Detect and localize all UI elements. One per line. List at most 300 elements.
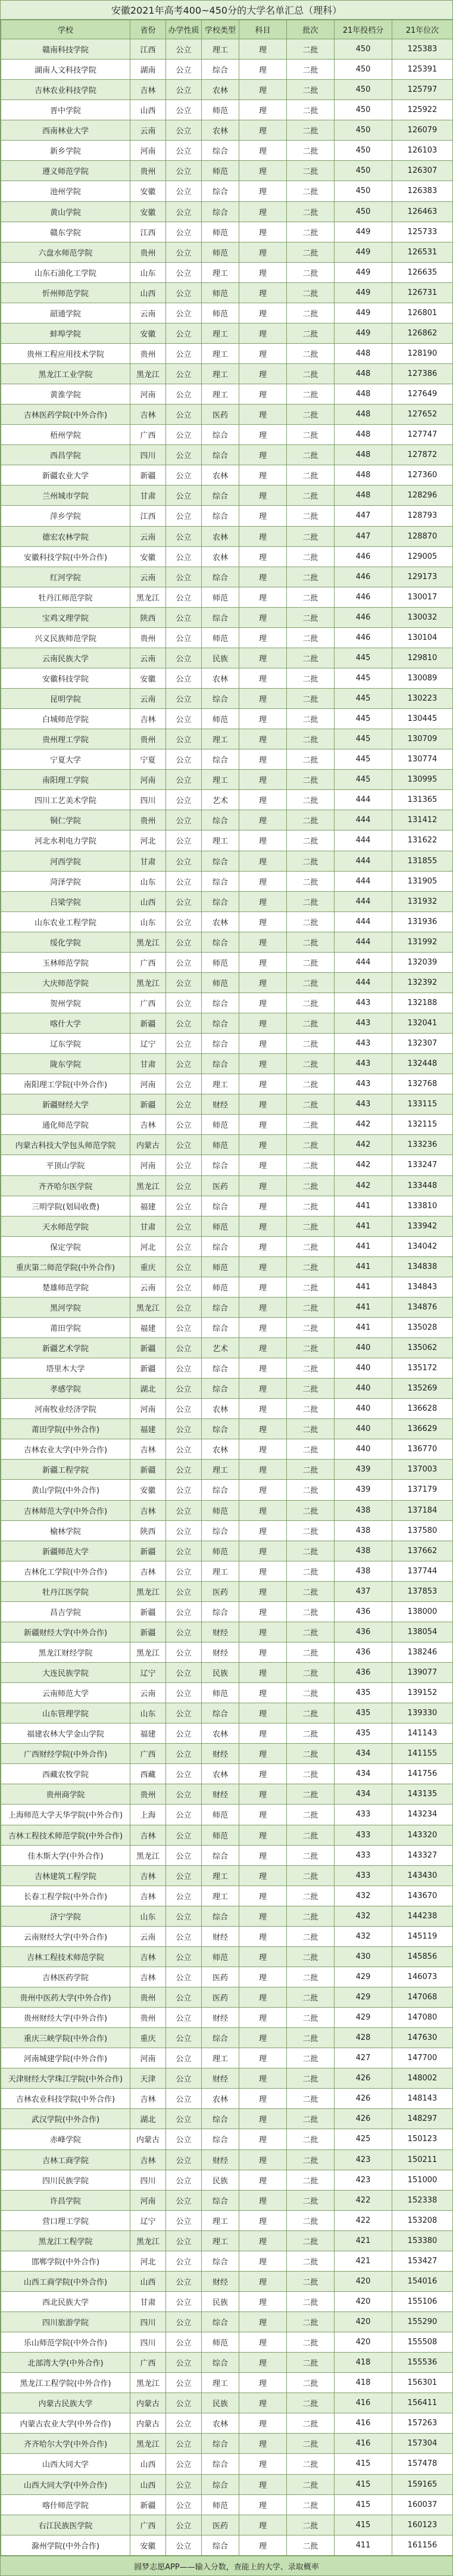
cell-ownership: 公立	[166, 2170, 202, 2190]
cell-ownership: 公立	[166, 1886, 202, 1906]
table-row	[1, 1013, 453, 1034]
cell-ownership: 公立	[166, 972, 202, 993]
cell-rank: 132448	[392, 1054, 453, 1074]
cell-score: 420	[335, 2332, 392, 2353]
cell-school: 蚌埠学院	[1, 323, 130, 343]
cell-rank: 154016	[392, 2271, 453, 2291]
cell-ownership: 公立	[166, 1541, 202, 1561]
cell-school: 塔里木大学	[1, 1358, 130, 1379]
cell-subject: 理	[239, 1297, 287, 1317]
cell-subject: 理	[239, 1581, 287, 1601]
cell-school-type: 师范	[202, 161, 239, 181]
cell-batch: 二批	[287, 749, 335, 770]
cell-subject: 理	[239, 1926, 287, 1946]
cell-ownership: 公立	[166, 161, 202, 181]
cell-school-type: 农林	[202, 2413, 239, 2434]
cell-batch: 二批	[287, 1845, 335, 1865]
cell-ownership: 公立	[166, 1683, 202, 1703]
table-row	[1, 689, 453, 709]
cell-subject: 理	[239, 1317, 287, 1337]
table-row	[1, 1601, 453, 1622]
cell-rank: 143135	[392, 1784, 453, 1805]
cell-province: 吉林	[130, 1946, 166, 1967]
cell-batch: 二批	[287, 1297, 335, 1317]
cell-batch: 二批	[287, 567, 335, 587]
cell-province: 黑龙江	[130, 932, 166, 952]
cell-school-type: 综合	[202, 2028, 239, 2048]
cell-batch: 二批	[287, 2332, 335, 2353]
cell-province: 吉林	[130, 1886, 166, 1906]
table-row	[1, 1663, 453, 1683]
cell-subject: 理	[239, 1379, 287, 1399]
cell-rank: 137580	[392, 1520, 453, 1541]
cell-score: 415	[335, 2494, 392, 2515]
cell-rank: 137744	[392, 1561, 453, 1581]
table-row	[1, 2454, 453, 2474]
table-row	[1, 1845, 453, 1865]
cell-school: 河北水利电力学院	[1, 830, 130, 851]
cell-score: 445	[335, 689, 392, 709]
cell-subject: 理	[239, 1034, 287, 1054]
table-row	[1, 1723, 453, 1744]
cell-rank: 150211	[392, 2149, 453, 2170]
cell-province: 陕西	[130, 607, 166, 627]
cell-score: 444	[335, 790, 392, 810]
cell-school-type: 民族	[202, 648, 239, 668]
cell-ownership: 公立	[166, 1338, 202, 1358]
cell-province: 辽宁	[130, 1034, 166, 1054]
cell-subject: 理	[239, 790, 287, 810]
table-row	[1, 39, 453, 60]
cell-rank: 133247	[392, 1155, 453, 1175]
table-row	[1, 851, 453, 871]
cell-score: 434	[335, 1784, 392, 1805]
cell-subject: 理	[239, 405, 287, 425]
cell-score: 450	[335, 100, 392, 120]
cell-batch: 二批	[287, 1723, 335, 1744]
cell-batch: 二批	[287, 2373, 335, 2393]
cell-score: 421	[335, 2230, 392, 2251]
cell-score: 439	[335, 1480, 392, 1500]
cell-school-type: 理工	[202, 830, 239, 851]
cell-school: 新疆财经大学	[1, 1094, 130, 1115]
cell-batch: 二批	[287, 1886, 335, 1906]
cell-batch: 二批	[287, 2291, 335, 2311]
cell-score: 440	[335, 1338, 392, 1358]
table-row	[1, 1115, 453, 1135]
cell-score: 440	[335, 1399, 392, 1419]
cell-subject: 理	[239, 2149, 287, 2170]
cell-batch: 二批	[287, 60, 335, 80]
cell-batch: 二批	[287, 627, 335, 648]
cell-subject: 理	[239, 1115, 287, 1135]
cell-ownership: 公立	[166, 2028, 202, 2048]
cell-rank: 145119	[392, 1926, 453, 1946]
cell-rank: 160123	[392, 2515, 453, 2535]
cell-ownership: 公立	[166, 1480, 202, 1500]
cell-subject: 理	[239, 2332, 287, 2353]
cell-batch: 二批	[287, 1439, 335, 1460]
cell-subject: 理	[239, 120, 287, 141]
cell-score: 445	[335, 770, 392, 790]
cell-school: 新疆工程学院	[1, 1460, 130, 1480]
cell-ownership: 公立	[166, 1196, 202, 1216]
cell-rank: 133942	[392, 1216, 453, 1236]
cell-school-type: 师范	[202, 587, 239, 607]
cell-school-type: 农林	[202, 120, 239, 141]
cell-rank: 137662	[392, 1541, 453, 1561]
table-row	[1, 2353, 453, 2373]
cell-school: 南阳理工学院(中外合作)	[1, 1074, 130, 1094]
cell-score: 420	[335, 2271, 392, 2291]
cell-ownership: 公立	[166, 2251, 202, 2271]
cell-subject: 理	[239, 2271, 287, 2291]
cell-province: 天津	[130, 2068, 166, 2089]
cell-rank: 153380	[392, 2230, 453, 2251]
cell-school-type: 医药	[202, 1581, 239, 1601]
cell-school-type: 民族	[202, 2170, 239, 2190]
cell-score: 447	[335, 506, 392, 526]
cell-rank: 127652	[392, 405, 453, 425]
table-row	[1, 1642, 453, 1662]
cell-batch: 二批	[287, 1500, 335, 1520]
cell-school-type: 综合	[202, 2129, 239, 2149]
cell-rank: 126801	[392, 303, 453, 323]
cell-batch: 二批	[287, 2393, 335, 2413]
cell-score: 449	[335, 262, 392, 282]
cell-rank: 130709	[392, 729, 453, 749]
cell-ownership: 公立	[166, 851, 202, 871]
column-header-ownership: 办学性质	[166, 20, 202, 39]
cell-school: 萍乡学院	[1, 506, 130, 526]
table-row	[1, 546, 453, 567]
cell-score: 416	[335, 2434, 392, 2454]
cell-score: 449	[335, 222, 392, 242]
cell-province: 黑龙江	[130, 2373, 166, 2393]
cell-school: 内蒙古农业大学(中外合作)	[1, 2413, 130, 2434]
cell-school: 四川旅游学院	[1, 2312, 130, 2332]
table-row	[1, 1338, 453, 1358]
cell-rank: 131365	[392, 790, 453, 810]
cell-school: 菏泽学院	[1, 871, 130, 891]
cell-school-type: 师范	[202, 1683, 239, 1703]
cell-rank: 132307	[392, 1034, 453, 1054]
cell-school-type: 师范	[202, 1825, 239, 1845]
table-row	[1, 201, 453, 222]
cell-ownership: 公立	[166, 1379, 202, 1399]
cell-subject: 理	[239, 2494, 287, 2515]
cell-ownership: 公立	[166, 1601, 202, 1622]
cell-score: 440	[335, 1419, 392, 1439]
cell-subject: 理	[239, 911, 287, 932]
cell-batch: 二批	[287, 1216, 335, 1236]
cell-score: 446	[335, 567, 392, 587]
cell-school: 吉林医药学院	[1, 1967, 130, 1987]
cell-school: 黄山学院	[1, 201, 130, 222]
cell-score: 440	[335, 1358, 392, 1379]
cell-subject: 理	[239, 709, 287, 729]
cell-subject: 理	[239, 1845, 287, 1865]
table-row	[1, 1256, 453, 1277]
cell-province: 江西	[130, 222, 166, 242]
cell-school-type: 综合	[202, 1297, 239, 1317]
cell-subject: 理	[239, 486, 287, 506]
cell-school: 贵州财经大学(中外合作)	[1, 2008, 130, 2028]
cell-school: 宁夏大学	[1, 749, 130, 770]
cell-batch: 二批	[287, 526, 335, 546]
cell-ownership: 公立	[166, 1906, 202, 1926]
cell-province: 江西	[130, 39, 166, 60]
cell-province: 吉林	[130, 709, 166, 729]
cell-school: 赤峰学院	[1, 2129, 130, 2149]
cell-batch: 二批	[287, 587, 335, 607]
cell-batch: 二批	[287, 2353, 335, 2373]
cell-province: 甘肃	[130, 1216, 166, 1236]
cell-batch: 二批	[287, 668, 335, 688]
cell-batch: 二批	[287, 1967, 335, 1987]
cell-school-type: 师范	[202, 1256, 239, 1277]
cell-subject: 理	[239, 932, 287, 952]
cell-school: 吉林师范大学(中外合作)	[1, 1500, 130, 1520]
cell-batch: 二批	[287, 1622, 335, 1642]
cell-score: 444	[335, 851, 392, 871]
table-row	[1, 2190, 453, 2210]
cell-province: 福建	[130, 1196, 166, 1216]
cell-school: 重庆三峡学院(中外合作)	[1, 2028, 130, 2048]
column-header-school-type: 学校类型	[202, 20, 239, 39]
table-row	[1, 587, 453, 607]
cell-batch: 二批	[287, 1379, 335, 1399]
table-row	[1, 790, 453, 810]
cell-province: 吉林	[130, 80, 166, 100]
cell-batch: 二批	[287, 1642, 335, 1662]
cell-score: 432	[335, 1906, 392, 1926]
cell-ownership: 公立	[166, 1297, 202, 1317]
cell-ownership: 公立	[166, 2230, 202, 2251]
cell-subject: 理	[239, 1460, 287, 1480]
cell-subject: 理	[239, 526, 287, 546]
cell-rank: 157263	[392, 2413, 453, 2434]
cell-subject: 理	[239, 587, 287, 607]
cell-score: 445	[335, 729, 392, 749]
cell-province: 山东	[130, 262, 166, 282]
cell-rank: 126731	[392, 282, 453, 303]
cell-subject: 理	[239, 2434, 287, 2454]
table-row	[1, 222, 453, 242]
cell-subject: 理	[239, 1764, 287, 1784]
cell-batch: 二批	[287, 1399, 335, 1419]
cell-rank: 126383	[392, 181, 453, 201]
cell-rank: 130089	[392, 668, 453, 688]
cell-subject: 理	[239, 891, 287, 911]
cell-province: 新疆	[130, 1541, 166, 1561]
cell-school: 昌吉学院	[1, 1601, 130, 1622]
cell-ownership: 公立	[166, 242, 202, 262]
cell-score: 430	[335, 1946, 392, 1967]
table-row	[1, 1926, 453, 1946]
cell-school-type: 综合	[202, 1601, 239, 1622]
table-row	[1, 709, 453, 729]
table-row	[1, 2008, 453, 2028]
cell-school-type: 农林	[202, 80, 239, 100]
cell-subject: 理	[239, 2515, 287, 2535]
cell-rank: 143670	[392, 1886, 453, 1906]
cell-subject: 理	[239, 1906, 287, 1926]
cell-subject: 理	[239, 2312, 287, 2332]
cell-rank: 157478	[392, 2454, 453, 2474]
cell-score: 427	[335, 2048, 392, 2068]
cell-subject: 理	[239, 1094, 287, 1115]
cell-rank: 130774	[392, 749, 453, 770]
cell-rank: 148297	[392, 2109, 453, 2129]
cell-province: 江西	[130, 506, 166, 526]
cell-ownership: 公立	[166, 648, 202, 668]
table-row	[1, 2149, 453, 2170]
cell-score: 441	[335, 1256, 392, 1277]
cell-ownership: 公立	[166, 1845, 202, 1865]
cell-score: 449	[335, 282, 392, 303]
cell-score: 443	[335, 1034, 392, 1054]
cell-score: 422	[335, 2210, 392, 2230]
cell-score: 450	[335, 141, 392, 161]
cell-school: 云南师范大学	[1, 1683, 130, 1703]
cell-province: 河南	[130, 2048, 166, 2068]
cell-province: 黑龙江	[130, 1642, 166, 1662]
table-row	[1, 1581, 453, 1601]
cell-subject: 理	[239, 1865, 287, 1886]
cell-ownership: 公立	[166, 2068, 202, 2089]
cell-subject: 理	[239, 2170, 287, 2190]
cell-ownership: 公立	[166, 911, 202, 932]
cell-subject: 理	[239, 2535, 287, 2555]
table-row	[1, 2089, 453, 2109]
cell-subject: 理	[239, 1683, 287, 1703]
cell-school-type: 综合	[202, 506, 239, 526]
table-row	[1, 2494, 453, 2515]
cell-rank: 147068	[392, 1987, 453, 2008]
cell-ownership: 公立	[166, 1987, 202, 2008]
table-row	[1, 2109, 453, 2129]
cell-ownership: 公立	[166, 1034, 202, 1054]
cell-school-type: 综合	[202, 1034, 239, 1054]
cell-province: 贵州	[130, 242, 166, 262]
table-row	[1, 343, 453, 363]
cell-province: 云南	[130, 1277, 166, 1297]
cell-province: 甘肃	[130, 486, 166, 506]
cell-school-type: 财经	[202, 1744, 239, 1764]
cell-ownership: 公立	[166, 2353, 202, 2373]
cell-ownership: 公立	[166, 1581, 202, 1601]
cell-province: 福建	[130, 1723, 166, 1744]
cell-school: 吕梁学院	[1, 891, 130, 911]
cell-rank: 130223	[392, 689, 453, 709]
cell-school-type: 农林	[202, 526, 239, 546]
cell-batch: 二批	[287, 1906, 335, 1926]
cell-school-type: 综合	[202, 2434, 239, 2454]
cell-score: 435	[335, 1683, 392, 1703]
cell-school: 天津财经大学珠江学院(中外合作)	[1, 2068, 130, 2089]
table-row	[1, 1277, 453, 1297]
cell-province: 吉林	[130, 1115, 166, 1135]
table-row	[1, 2393, 453, 2413]
cell-ownership: 公立	[166, 668, 202, 688]
cell-province: 新疆	[130, 2494, 166, 2515]
cell-school-type: 综合	[202, 2109, 239, 2129]
cell-score: 441	[335, 1297, 392, 1317]
table-row	[1, 486, 453, 506]
cell-batch: 二批	[287, 830, 335, 851]
cell-province: 河北	[130, 2251, 166, 2271]
cell-ownership: 公立	[166, 2149, 202, 2170]
cell-rank: 135062	[392, 1338, 453, 1358]
cell-province: 云南	[130, 689, 166, 709]
cell-subject: 理	[239, 222, 287, 242]
table-row	[1, 2312, 453, 2332]
cell-province: 重庆	[130, 2028, 166, 2048]
cell-ownership: 公立	[166, 567, 202, 587]
cell-rank: 128793	[392, 506, 453, 526]
cell-score: 425	[335, 2129, 392, 2149]
cell-province: 广西	[130, 2515, 166, 2535]
cell-province: 吉林	[130, 1561, 166, 1581]
cell-province: 贵州	[130, 161, 166, 181]
cell-batch: 二批	[287, 141, 335, 161]
cell-school: 营口理工学院	[1, 2210, 130, 2230]
table-row	[1, 384, 453, 405]
cell-school: 辽东学院	[1, 1034, 130, 1054]
cell-batch: 二批	[287, 1358, 335, 1379]
cell-rank: 126103	[392, 141, 453, 161]
cell-province: 河南	[130, 1155, 166, 1175]
table-row	[1, 1520, 453, 1541]
cell-subject: 理	[239, 1500, 287, 1520]
cell-province: 山西	[130, 891, 166, 911]
cell-batch: 二批	[287, 262, 335, 282]
cell-school-type: 理工	[202, 39, 239, 60]
cell-school: 山西大同大学	[1, 2454, 130, 2474]
table-row	[1, 993, 453, 1013]
cell-school-type: 农林	[202, 1723, 239, 1744]
cell-rank: 130017	[392, 587, 453, 607]
cell-school-type: 师范	[202, 1135, 239, 1155]
cell-rank: 136629	[392, 1419, 453, 1439]
table-row	[1, 2515, 453, 2535]
cell-school: 福建农林大学金山学院	[1, 1723, 130, 1744]
cell-rank: 126079	[392, 120, 453, 141]
cell-batch: 二批	[287, 2515, 335, 2535]
cell-school: 北部湾大学(中外合作)	[1, 2353, 130, 2373]
cell-province: 四川	[130, 2332, 166, 2353]
cell-rank: 153208	[392, 2210, 453, 2230]
cell-school-type: 理工	[202, 262, 239, 282]
cell-school-type: 综合	[202, 486, 239, 506]
cell-batch: 二批	[287, 1054, 335, 1074]
cell-school-type: 综合	[202, 810, 239, 830]
table-row	[1, 911, 453, 932]
cell-score: 422	[335, 2190, 392, 2210]
cell-batch: 二批	[287, 222, 335, 242]
cell-batch: 二批	[287, 161, 335, 181]
cell-province: 山西	[130, 100, 166, 120]
table-row	[1, 1784, 453, 1805]
cell-school-type: 综合	[202, 2312, 239, 2332]
cell-rank: 127872	[392, 445, 453, 465]
cell-batch: 二批	[287, 1419, 335, 1439]
cell-province: 吉林	[130, 405, 166, 425]
cell-rank: 138246	[392, 1642, 453, 1662]
cell-rank: 155508	[392, 2332, 453, 2353]
cell-school-type: 综合	[202, 181, 239, 201]
